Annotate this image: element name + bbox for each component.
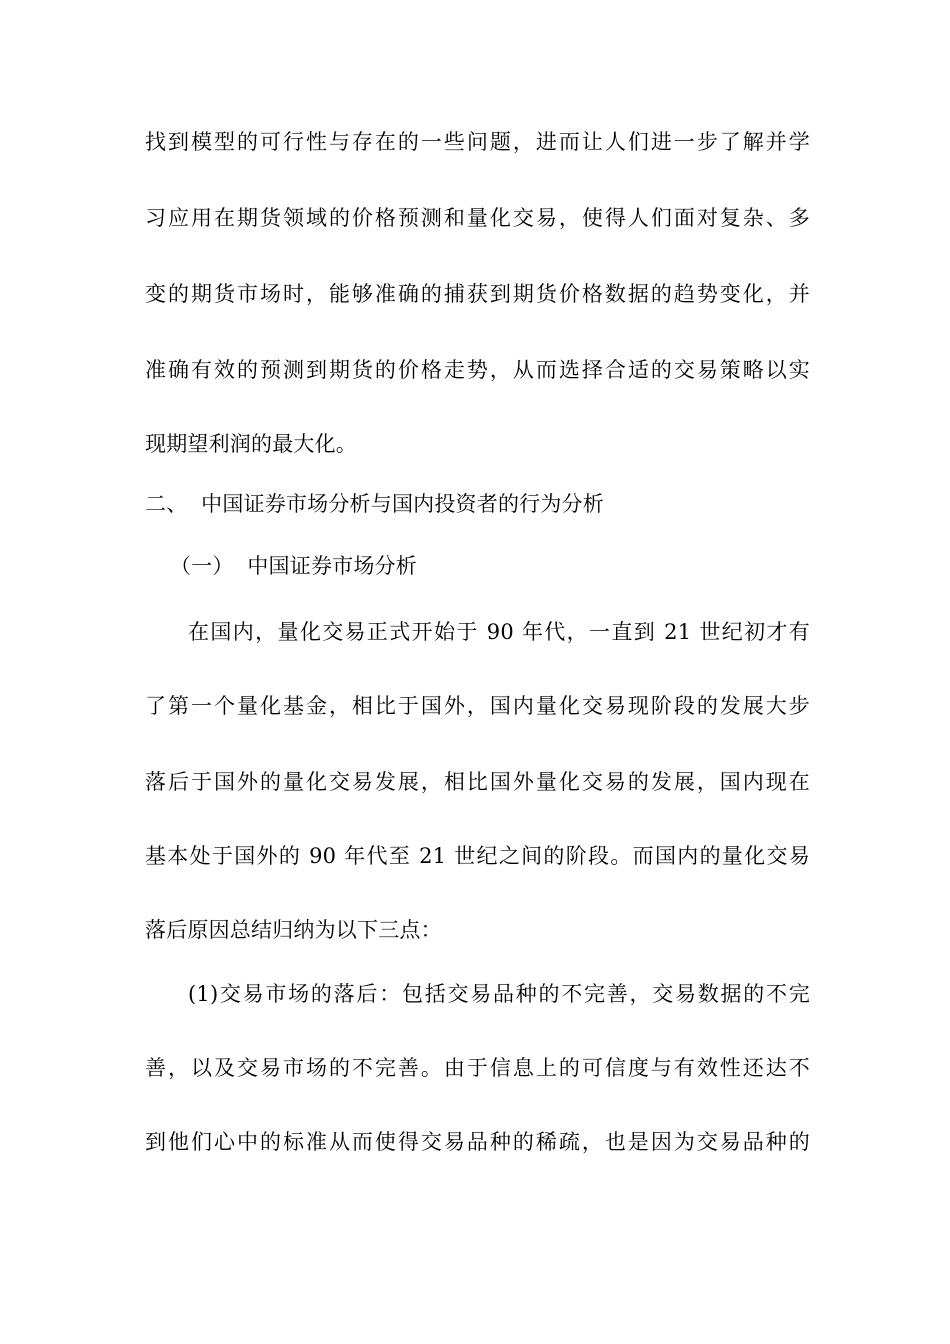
section-heading: 二、 中国证券市场分析与国内投资者的行为分析: [145, 492, 604, 516]
paragraph-2-line-1: 在国内，量化交易正式开始于 90 年代，一直到 21 世纪初才有: [188, 620, 810, 644]
paragraph-1-line-2: 习应用在期货领域的价格预测和量化交易，使得人们面对复杂、多: [145, 206, 810, 230]
paragraph-2-line-5: 落后原因总结归纳为以下三点：: [145, 918, 442, 942]
paragraph-1-line-3: 变的期货市场时，能够准确的捕获到期货价格数据的趋势变化，并: [145, 282, 810, 306]
paragraph-3-line-3: 到他们心中的标准从而使得交易品种的稀疏，也是因为交易品种的: [145, 1130, 810, 1154]
paragraph-1-line-1: 找到模型的可行性与存在的一些问题，进而让人们进一步了解并学: [145, 130, 810, 154]
paragraph-3-line-2: 善，以及交易市场的不完善。由于信息上的可信度与有效性还达不: [145, 1056, 810, 1080]
paragraph-3-line-1: (1)交易市场的落后：包括交易品种的不完善，交易数据的不完: [188, 982, 810, 1006]
paragraph-2-line-2: 了第一个量化基金，相比于国外，国内量化交易现阶段的发展大步: [145, 694, 810, 718]
paragraph-2-line-4: 基本处于国外的 90 年代至 21 世纪之间的阶段。而国内的量化交易: [145, 844, 810, 868]
subsection-heading: （一） 中国证券市场分析: [170, 554, 417, 578]
paragraph-1-line-5: 现期望利润的最大化。: [145, 432, 357, 456]
paragraph-2-line-3: 落后于国外的量化交易发展，相比国外量化交易的发展，国内现在: [145, 770, 810, 794]
paragraph-1-line-4: 准确有效的预测到期货的价格走势，从而选择合适的交易策略以实: [145, 358, 810, 382]
